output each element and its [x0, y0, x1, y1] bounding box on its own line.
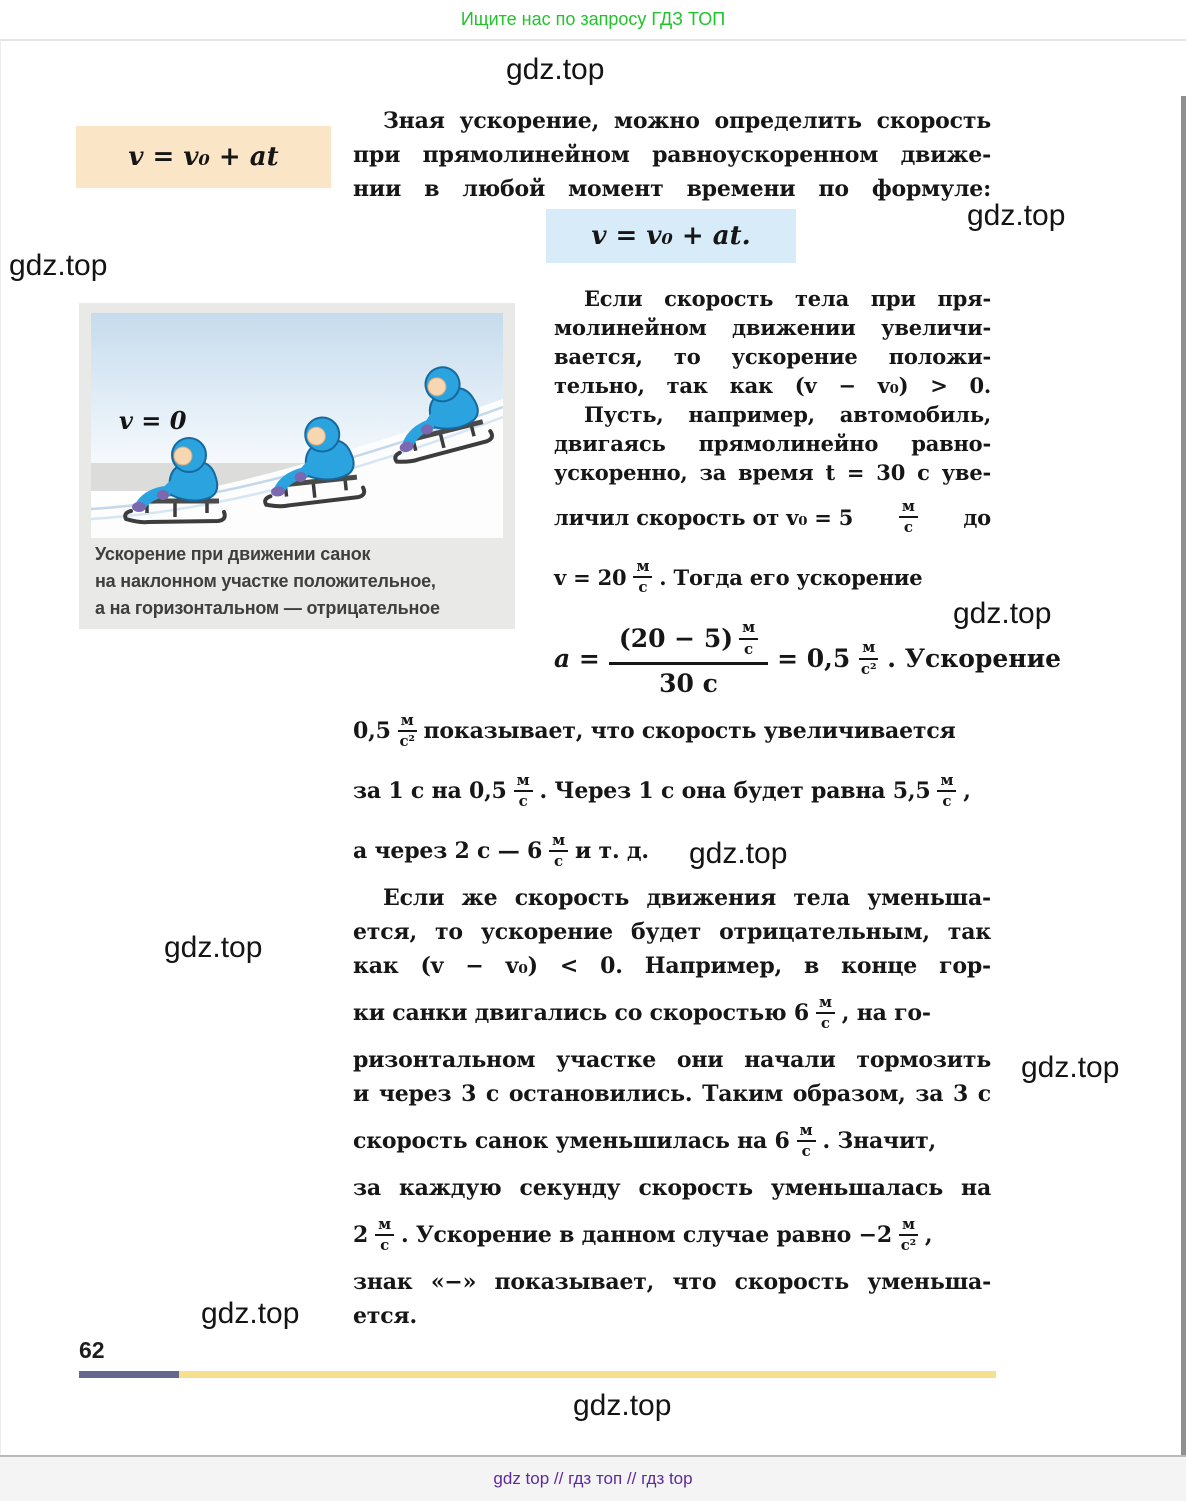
intro-paragraph — [353, 104, 991, 206]
watermark: gdz.top — [689, 837, 788, 870]
deceleration-paragraph — [353, 881, 991, 1333]
text-line — [353, 1205, 991, 1265]
text-line — [353, 701, 991, 761]
text-segment: а через 2 с — 6 — [353, 838, 543, 864]
text-segment: , — [924, 1222, 933, 1248]
caption-line: на наклонном участке положительное, — [95, 571, 436, 591]
formula-lhs: a = — [554, 644, 600, 673]
unit-fraction-m-per-s2: $\frac{м}{\text{с²}}$ — [900, 1214, 917, 1254]
text-line: и через 3 с остановились. Таким образом, за 3 с — [353, 1081, 991, 1107]
textbook-page — [0, 41, 1186, 1455]
watermark: gdz.top — [573, 1389, 672, 1422]
promo-banner — [0, 0, 1186, 41]
text-line: при прямолинейном равноускоренном движе- — [353, 142, 991, 168]
figure-caption — [95, 541, 505, 622]
unit-fraction-m-per-s: $\frac{м}{с}$ — [514, 772, 533, 811]
caption-line: Ускорение при движении санок — [95, 544, 371, 564]
unit-fraction-m-per-s: $\frac{м}{с}$ — [797, 1122, 816, 1161]
text-line: ется, то ускорение будет отрицательным, так — [353, 919, 991, 945]
caption-line: а на горизонтальном — отрицательное — [95, 598, 440, 618]
text-line: за каждую секунду скорость уменьшалась на — [353, 1175, 991, 1201]
text-line — [353, 1111, 991, 1171]
text-segment: скорость санок уменьшилась на 6 — [353, 1128, 790, 1154]
acceleration-meaning-paragraph — [353, 701, 991, 881]
text-segment: показывает, что скорость увеличивается — [423, 718, 956, 744]
text-line: молинейном движении увеличи- — [554, 315, 991, 340]
text-line: знак «−» показывает, что скорость уменьша- — [353, 1269, 991, 1295]
unit-fraction-m-per-s: $\frac{м}{с}$ — [899, 498, 918, 537]
formula-denominator: 30 с — [659, 668, 718, 698]
footer-rule-yellow — [179, 1371, 996, 1378]
text-segment: 0,5 — [353, 718, 391, 744]
text-line — [554, 547, 991, 607]
text-line — [353, 983, 991, 1043]
footer-rule-navy — [79, 1371, 179, 1378]
unit-fraction-m-per-s: $\frac{м}{с}$ — [937, 772, 956, 811]
text-segment: 2 — [353, 1222, 369, 1248]
text-line: нии в любой момент времени по формуле: — [353, 176, 991, 202]
figure-speed-label: v = 0 — [119, 406, 187, 435]
text-line: ризонтальном участке они начали тормозить — [353, 1047, 991, 1073]
watermark: gdz.top — [9, 249, 108, 282]
text-line: Зная ускорение, можно определить скорость — [383, 108, 991, 134]
watermark: gdz.top — [164, 931, 263, 964]
formula-fraction — [609, 619, 768, 698]
site-footer — [0, 1455, 1186, 1501]
text-line: Пусть, например, автомобиль, — [584, 402, 991, 427]
unit-fraction-m-per-s2: $\frac{м}{\text{с²}}$ — [399, 710, 415, 750]
promo-banner-text: Ищите нас по запросу ГДЗ ТОП — [460, 9, 726, 29]
text-line: тельно, так как (v − v₀) > 0. — [554, 373, 991, 398]
margin-formula: v = v₀ + at — [128, 142, 279, 172]
text-segment: v = 20 — [554, 564, 627, 590]
text-segment: . Тогда его ускорение — [659, 564, 923, 590]
text-line: вается, то ускорение положи- — [554, 344, 991, 369]
display-formula: v = v₀ + at. — [591, 221, 751, 251]
figure-panel — [79, 303, 515, 629]
margin-formula-box — [76, 126, 331, 188]
text-line — [554, 487, 991, 547]
watermark: gdz.top — [1021, 1051, 1120, 1084]
text-segment: за 1 с на 0,5 — [353, 778, 507, 804]
text-line: двигаясь прямолинейно равно- — [554, 431, 991, 456]
acceleration-formula — [554, 616, 1062, 701]
unit-fraction-m-per-s: $\frac{м}{с}$ — [739, 619, 758, 658]
text-line: Если скорость тела при пря- — [584, 286, 991, 311]
text-segment: . Значит, — [822, 1128, 936, 1154]
formula-result: = 0,5 — [777, 644, 851, 673]
sledding-illustration — [91, 313, 503, 538]
text-line: как (v − v₀) < 0. Например, в конце гор- — [353, 953, 991, 979]
text-segment: ки санки двигались со скоростью 6 — [353, 1000, 809, 1026]
text-line: ется. — [353, 1303, 417, 1329]
watermark: gdz.top — [967, 199, 1066, 232]
text-segment: личил скорость от v₀ = 5 — [554, 504, 854, 530]
watermark: gdz.top — [201, 1297, 300, 1330]
display-formula-box — [546, 209, 796, 263]
unit-fraction-m-per-s: $\frac{м}{с}$ — [375, 1216, 394, 1255]
unit-fraction-m-per-s: $\frac{м}{с}$ — [816, 994, 835, 1033]
text-line: ускоренно, за время t = 30 с уве- — [554, 460, 991, 485]
text-segment: и т. д. — [574, 838, 649, 864]
text-segment: до — [963, 504, 991, 530]
text-segment: . Ускорение в данном случае равно −2 — [400, 1222, 892, 1248]
watermark: gdz.top — [953, 597, 1052, 630]
watermark: gdz.top — [506, 53, 605, 86]
formula-numerator: (20 − 5) — [618, 624, 734, 653]
page-number: 62 — [79, 1337, 105, 1363]
text-line: Если же скорость движения тела уменьша- — [383, 885, 991, 911]
unit-fraction-m-per-s: $\frac{м}{с}$ — [633, 558, 652, 597]
formula-tail: . Ускорение — [887, 644, 1062, 673]
body-column — [554, 284, 991, 607]
unit-fraction-m-per-s2: $\frac{м}{\text{с²}}$ — [860, 638, 877, 678]
text-line — [353, 761, 991, 821]
footer-links[interactable]: gdz top // гдз топ // гдз top — [493, 1469, 693, 1488]
scrollbar[interactable] — [1181, 96, 1186, 1455]
unit-fraction-m-per-s: $\frac{м}{с}$ — [549, 832, 568, 871]
text-segment: , на го- — [841, 1000, 931, 1026]
text-segment: . Через 1 с она будет равна 5,5 — [539, 778, 931, 804]
text-segment: , — [963, 778, 971, 804]
text-line — [353, 821, 991, 881]
